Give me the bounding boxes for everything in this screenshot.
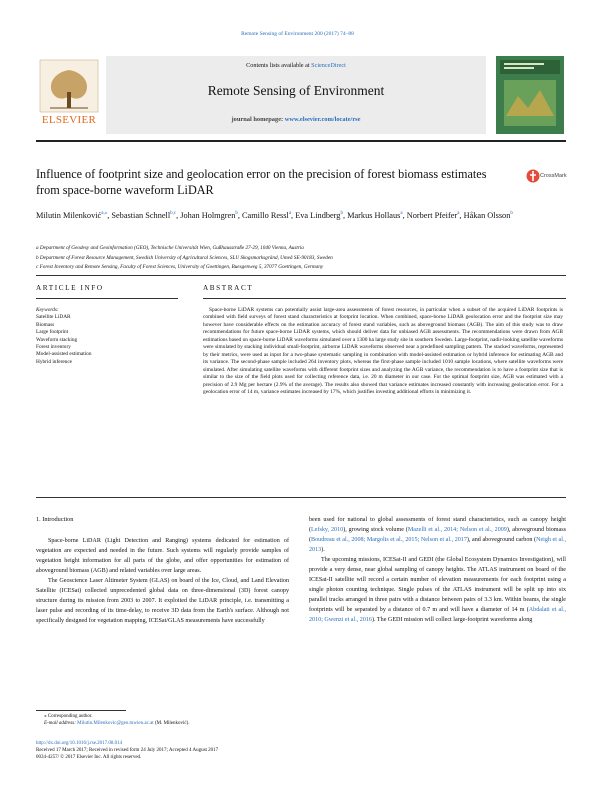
author-affil-sup[interactable]: b (510, 211, 513, 216)
contents-line: Contents lists available at ScienceDirect (246, 62, 346, 69)
body-paragraph: The Geoscience Laser Altimeter System (GLAS) on board of the Ice, Cloud, and Land Elevation Satellite (ICESat) collected unprecedented global data on three-dimensional (3D) forest canopy structure during its mission from 2003 to 2007. It exploited the LiDAR principle, i.e. transmitting a laser pulse and recording of its time-delay, to receive 3D data from the Earth's surface. Although not specifically designed for vegetation mapping, ICESat/GLAS measurements have successfully (36, 578, 289, 624)
article-info-heading: ARTICLE INFO (36, 284, 104, 292)
crossmark-label: CrossMark (540, 173, 567, 179)
received-dates: Received 17 March 2017; Received in revised form 24 July 2017; Accepted 4 August 2017 (36, 748, 219, 753)
citation-link[interactable]: Mazelli et al., 2014; Nelson et al., 2009 (407, 527, 507, 533)
author-names-rest: Sebastian Schnell$^{b,c}$, Johan Holmgren$^b$, Camillo Ressl$^a$, Eva Lindberg$^b$, Markus Hollaus$^a$, Norbert Pfeifer$^a$, Håkan Olsson$^b$ (111, 210, 513, 220)
journal-citation[interactable]: Remote Sensing of Environment 200 (2017) 74–88 (241, 31, 354, 37)
publication-info (36, 740, 436, 761)
publisher-name: ELSEVIER (41, 114, 97, 126)
author-affil-sup[interactable]: b,c (170, 211, 177, 216)
body-left-column (36, 515, 289, 626)
author-affil-sup[interactable]: b (235, 211, 238, 216)
email-note: E-mail address: Milutin.Milenkovic@geo.tuwien.ac.at (M. Milenković). (44, 721, 190, 726)
article-title: Influence of footprint size and geolocation error on the precision of forest biomass estimates from space-borne waveform LiDAR (36, 167, 487, 197)
citation-link[interactable]: Abdalati et al., 2010; Gwenzi et al., 2016 (309, 607, 567, 623)
body-paragraph: Space-borne LiDAR (Light Detection and Ranging) systems dedicated for estimation of vegetation are expected and needed in the future. Such systems will regularly provide samples of vegetation height information for all parts of the globe, and offer opportunities for estimation of aboveground biomass (AGB) and related variables over large areas. (36, 538, 289, 574)
affiliation-item: a Department of Geodesy and Geoinformation (GEO), Technische Universität Wien, Gußhausstraße 27-29, 1040 Vienna, Austria (36, 245, 304, 251)
body-paragraph: been used for national to global assessments of forest stand characteristics, such as canopy height (Lefsky, 2010), growing stock volume (Mazelli et al., 2014; Nelson et al., 2009), aboveground biomass (Boudreau et al., 2008; Margolis et al., 2015; Nelson et al., 2017), and aboveground carbon (Neigh et al., 2013). (309, 517, 566, 553)
keyword-item: Biomass (36, 321, 55, 328)
journal-cover-image[interactable] (496, 56, 564, 134)
footnote-rule (36, 710, 126, 711)
doi-link[interactable]: http://dx.doi.org/10.1016/j.rse.2017.08.014 (36, 741, 123, 746)
body-paragraph: The upcoming missions, ICESat-II and GEDI (the Global Ecosystem Dynamics Investigation), will provide a very dense, near global sampling of canopy heights. The ATLAS instrument on board of the ICESat-II satellite will record a certain number of elevation measurements for each footprint using a single photon counting technique. Single pulses of the ATLAS instrument will be split up into six parallel tracks arranged in three pairs with a distance between pairs of 3.3 km. Within beams, the single footprints will be separated by a distance of 0.7 m and will have a diameter of 14 m (Abdalati et al., 2010; Gwenzi et al., 2016). The GEDI mission will collect large-footprint waveforms along (309, 557, 567, 623)
footnotes (36, 713, 296, 727)
abstract-text (203, 307, 563, 396)
author-name[interactable]: Milutin Milenković (36, 210, 102, 220)
abstract-end-rule (36, 497, 566, 498)
journal-homepage: journal homepage: www.elsevier.com/locate/rse (231, 116, 361, 123)
affiliation-item: b Department of Forest Resource Management, Swedish University of Agricultural Sciences, SLU Skogsmarksgränd, Umeå SE-90183, Sweden (36, 254, 333, 261)
journal-title[interactable]: Remote Sensing of Environment (207, 83, 385, 98)
keyword-item: Forest inventory (36, 344, 71, 351)
cover-art-icon (496, 56, 564, 134)
elsevier-logo[interactable] (38, 58, 100, 130)
author-affil-sup[interactable]: a (457, 211, 460, 216)
keyword-item: Satellite LiDAR (36, 314, 71, 321)
author-name[interactable]: Camillo Ressl (242, 210, 289, 220)
affiliation-list (36, 244, 556, 273)
author-affil-sup[interactable]: a (400, 211, 403, 216)
info-rule (36, 298, 178, 299)
keywords-block (36, 307, 176, 366)
keyword-item: Large footprint (36, 329, 69, 336)
author-affil-sup[interactable]: a (288, 211, 292, 216)
crossmark-badge[interactable] (526, 167, 566, 189)
abstract-rule (203, 298, 566, 299)
author-name[interactable]: Sebastian Schnell (111, 210, 171, 220)
journal-header (106, 56, 486, 134)
keyword-item: Waveform stacking (36, 336, 78, 343)
body-right-column (309, 515, 566, 625)
affiliation-item: c Forest Inventory and Remote Sensing, Faculty of Forest Sciences, University of Goettingen, Buesgenweg 5, 37077 Goettingen, Germany (36, 264, 324, 270)
header-rule (36, 140, 566, 142)
abstract-heading: ABSTRACT (203, 284, 254, 292)
citation-link[interactable]: Neigh et al., 2013 (309, 537, 566, 553)
author-list: Milutin Milenković$^{a,⁎}$, Sebastian Schnell$^{b,c}$, Johan Holmgren$^b$, Camillo Ressl$^a$, Eva Lindberg$^b$, Markus Hollaus$^a$, Norbert Pfeifer$^a$, Håkan Olsson$^b$ (36, 210, 513, 220)
author-name[interactable]: Norbert Pfeifer (406, 210, 458, 220)
author-affil-sup[interactable]: b (340, 211, 343, 216)
author-name[interactable]: Håkan Olsson (463, 210, 511, 220)
sciencedirect-link[interactable]: ScienceDirect (311, 62, 346, 69)
affiliation-rule (36, 275, 566, 276)
author-name[interactable]: Johan Holmgren (180, 210, 236, 220)
author-name[interactable]: Markus Hollaus (347, 210, 401, 220)
abstract-paragraph: Space-borne LiDAR systems can potentially assist large-area assessments of forest resources, in particular when a subset of the acquired LiDAR footprints is combined with field surveys of forest stand characteristics at footprint location. When combined, space-borne LiDAR geolocation error and the footprint size may however have considerable effects on the estimation accuracy of forest stand variables, such as aboveground biomass (AGB). The aim of this study was to draw recommendations for future space-borne LiDAR systems, which should deliver data for unbiased AGB assessments. The recommendations were drawn from AGB estimations based on space-borne LiDAR waveforms simulated over a 1300 ha large study site in southern Sweden. Large-footprint, nadir-looking satellite waveforms were simulated by stacking individual small-footprint, airborne LiDAR waveforms observed near a predefined sampling pattern. The stacked waveforms, represented by their metrics, were used as input for a two-phase systematic sampling in combination with model-assisted estimation or hybrid inference for estimating AGB and its variance. The second-phase sample included 264 inventory plots, whereas the first-phase sample included 1010 sample locations, where satellite waveforms were simulated. After simulating satellite waveforms with different footprint sizes and analyzing the AGB variance, the recommendation is to have a footprint size that is similar to the size of the field plots used for collecting reference data, i.e. 20 m diameter in our case. For the optimal footprint size, AGB was estimated with a precision of 2.9 Mg per hectare (2.9% of the average). The results also showed that variance estimates increased constantly with increasing geolocation error. For a geolocation error of 14 m, variance estimates increased by 17%, which justifies investing additional efforts in minimizing it. (203, 307, 563, 395)
crossmark-icon (526, 169, 540, 183)
keyword-item: Hybrid inference (36, 358, 73, 365)
citation-link[interactable]: Boudreau et al., 2008; Margolis et al., 2015; Nelson et al., 2017 (311, 537, 467, 543)
keywords-label: Keywords: (36, 307, 59, 313)
email-link[interactable]: Milutin.Milenkovic@geo.tuwien.ac.at (77, 721, 154, 726)
author-name[interactable]: Eva Lindberg (295, 210, 341, 220)
citation-link[interactable]: Lefsky, 2010 (311, 527, 344, 533)
author-affil-sup[interactable]: a,⁎ (101, 211, 108, 216)
copyright-line: 0034-4257/ © 2017 Elsevier Inc. All rights reserved. (36, 755, 142, 760)
homepage-link[interactable]: www.elsevier.com/locate/rse (284, 116, 361, 123)
keyword-item: Model-assisted estimation (36, 351, 92, 358)
corresponding-note: ⁎ Corresponding author. (44, 714, 93, 719)
section-heading: 1. Introduction (36, 516, 74, 523)
